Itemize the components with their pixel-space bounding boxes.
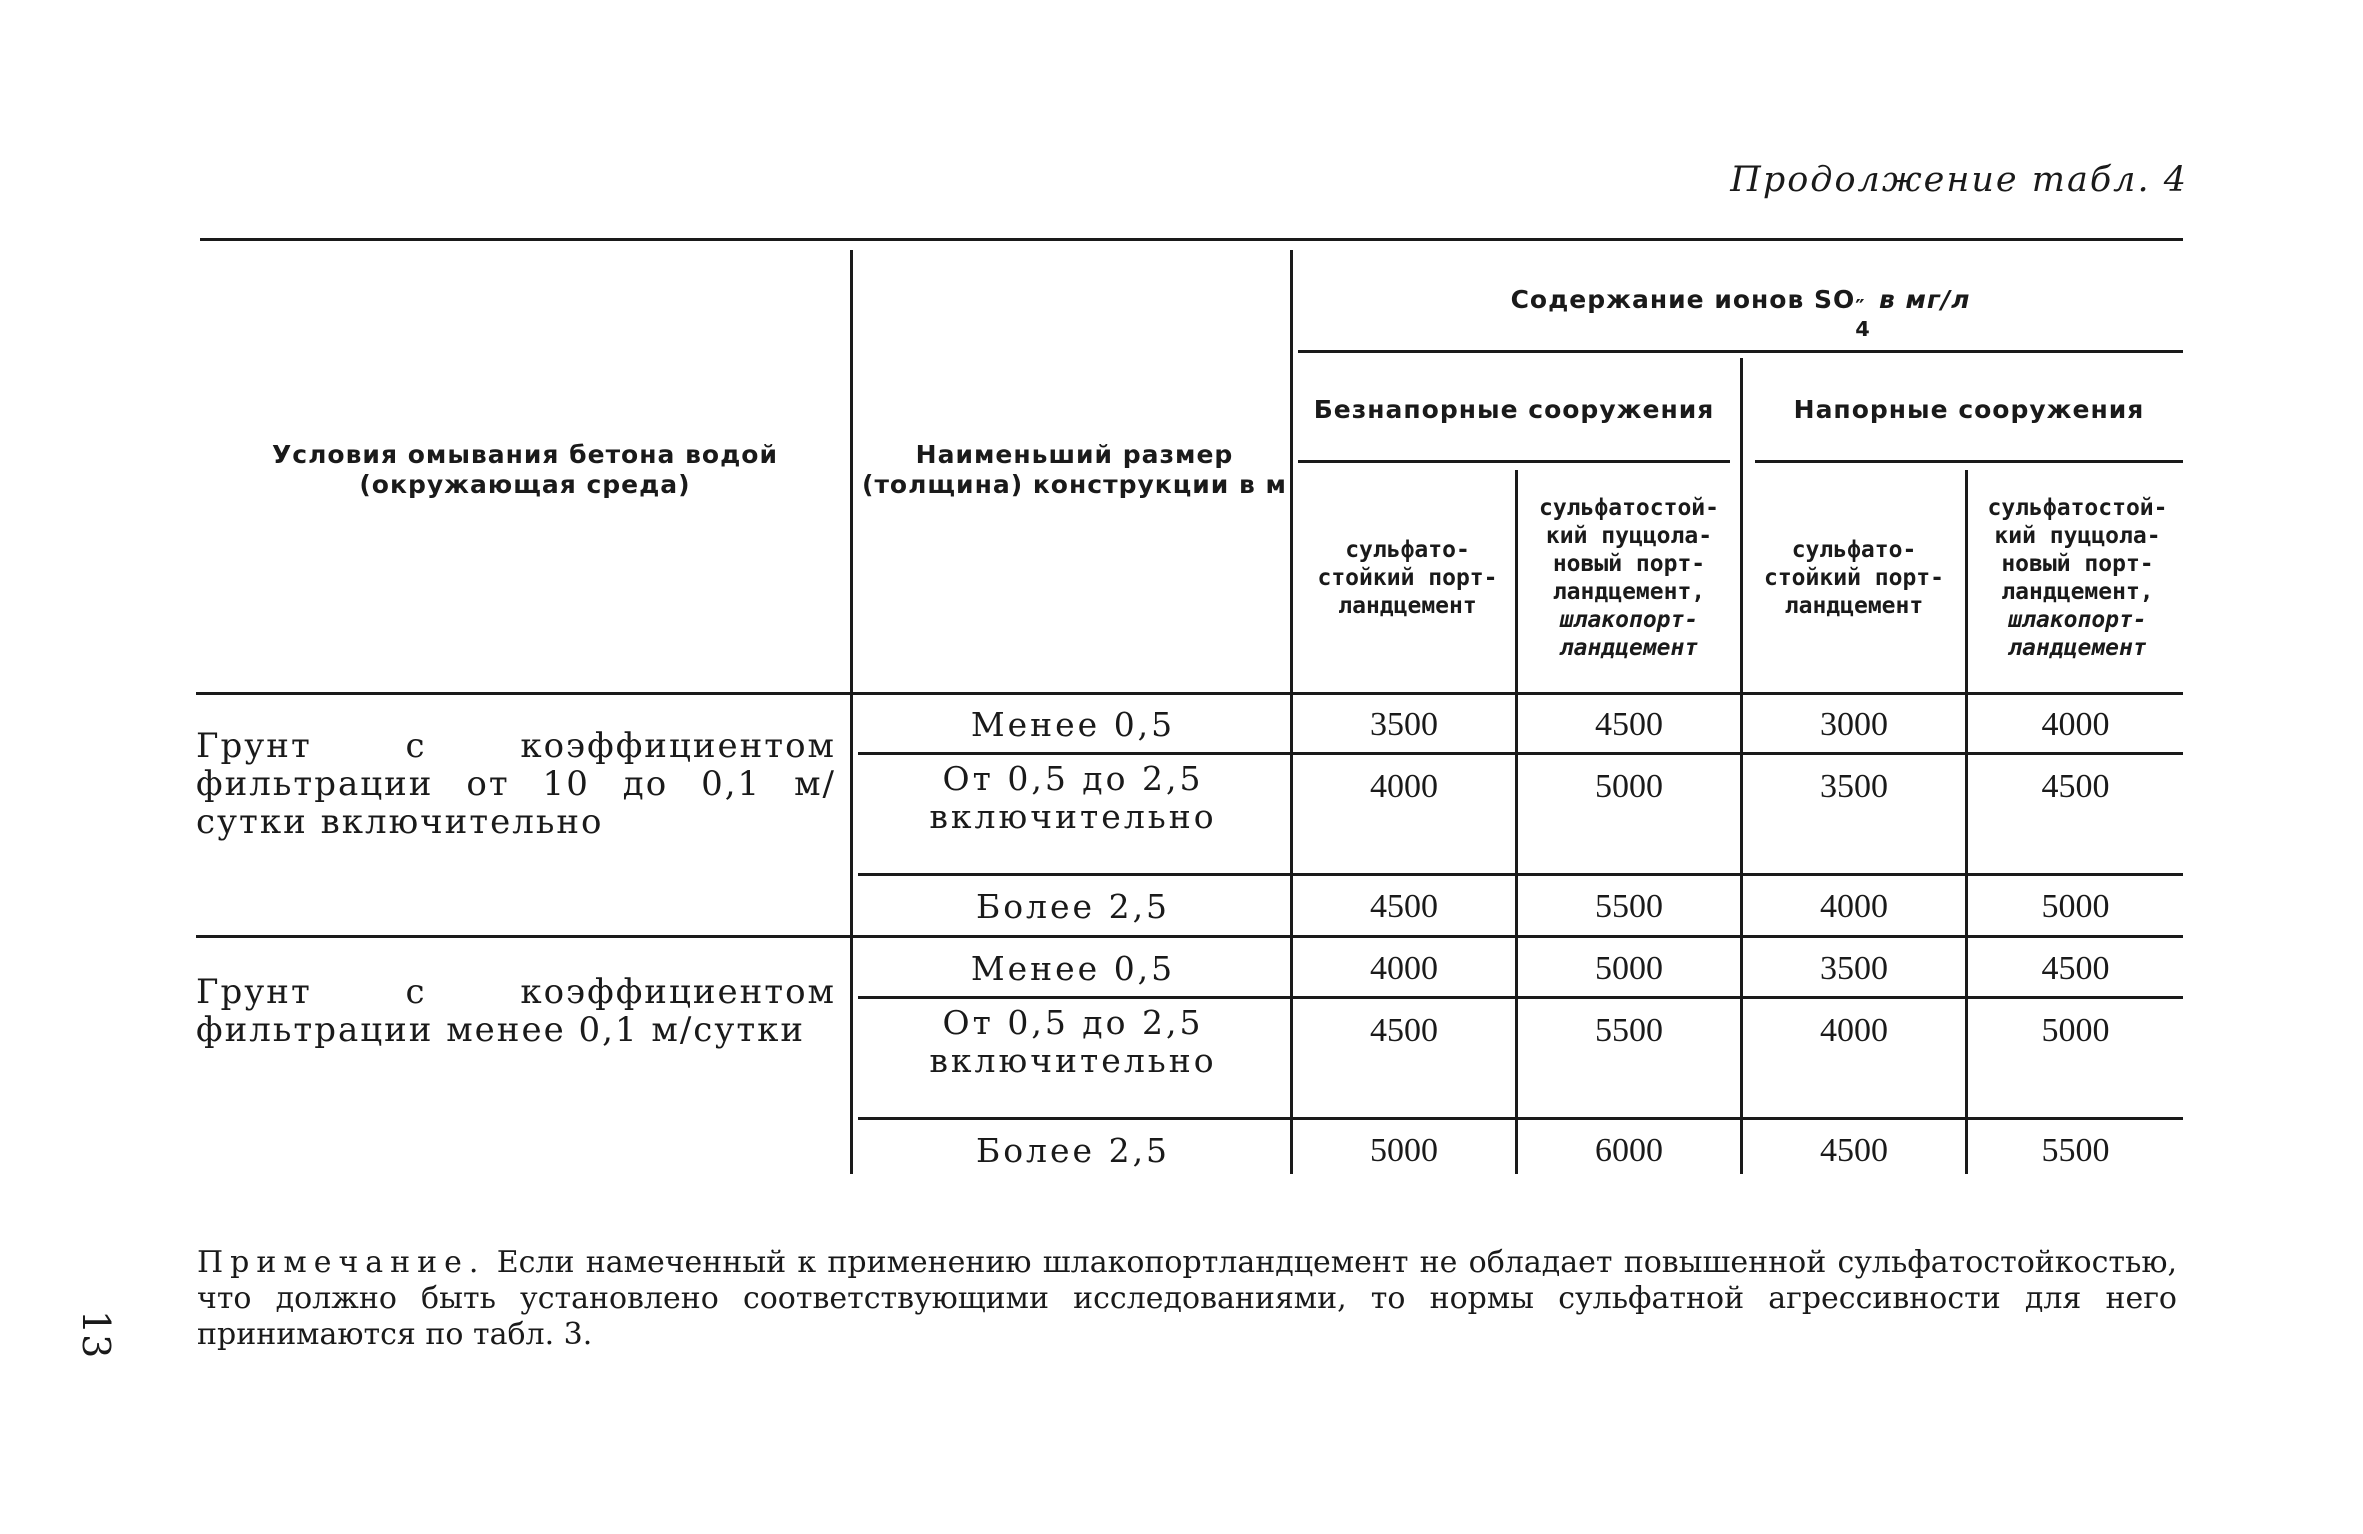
value-cell: 6000 <box>1595 1132 1663 1169</box>
value-cell: 4000 <box>1370 950 1438 987</box>
value-cell: 5500 <box>1595 1012 1663 1049</box>
note-text: Если намеченный к применению шлакопортландцемент не обладает повышенной сульфатостойкостью, что должно быть установлено соответствующими исследованиями, то нормы сульфатной агрессивности для него принимаются по табл. 3. <box>197 1245 2177 1352</box>
value-cell: 4500 <box>1370 888 1438 925</box>
thickness-cell: От 0,5 до 2,5 включительно <box>929 759 1217 836</box>
value-cell: 4500 <box>1820 1132 1888 1169</box>
header-cement-pozzolanic: сульфатостой-кий пуццола-новый порт-ландцемент, шлакопорт-ландцемент <box>1987 494 2168 661</box>
page-number: 13 <box>74 1310 118 1359</box>
table-top-rule <box>200 238 2183 241</box>
value-cell: 4000 <box>1820 888 1888 925</box>
value-cell: 3500 <box>1370 706 1438 743</box>
value-cell: 4000 <box>1820 1012 1888 1049</box>
ion-content-label: Содержание ионов SO ″ 4 в мг/л <box>1510 285 1971 341</box>
col-rule <box>850 250 853 1174</box>
value-cell: 3000 <box>1820 706 1888 743</box>
value-cell: 5000 <box>1595 950 1663 987</box>
value-cell: 4500 <box>2041 768 2110 805</box>
col-rule <box>1515 470 1518 1174</box>
header-rule-pressure <box>1755 460 2183 463</box>
header-cement-sulfate-resistant: сульфато-стойкий порт-ландцемент <box>1317 536 1498 619</box>
value-cell: 4000 <box>1370 768 1438 805</box>
value-cell: 5500 <box>2041 1132 2110 1169</box>
table-note <box>197 1245 2177 1353</box>
header-conditions: Условия омывания бетона водой (окружающая среда) <box>272 440 778 499</box>
value-cell: 3500 <box>1820 950 1888 987</box>
value-cell: 4500 <box>1595 706 1663 743</box>
value-cell: 5000 <box>2041 888 2110 925</box>
row-rule <box>858 996 2183 999</box>
row-rule <box>858 873 2183 876</box>
thickness-cell: Более 2,5 <box>975 887 1171 926</box>
thickness-cell: Менее 0,5 <box>970 705 1176 744</box>
thickness-cell: Более 2,5 <box>975 1131 1171 1170</box>
header-cement-pozzolanic: сульфатостой-кий пуццола-новый порт-ландцемент, шлакопорт-ландцемент <box>1538 494 1719 661</box>
value-cell: 5000 <box>1595 768 1663 805</box>
header-pressure: Напорные сооружения <box>1793 395 2145 424</box>
note-label: Примечание. <box>197 1245 486 1280</box>
value-cell: 5000 <box>1370 1132 1438 1169</box>
header-bottom-rule <box>196 692 2183 695</box>
group-rule <box>196 935 2183 938</box>
value-cell: 4500 <box>1370 1012 1438 1049</box>
header-rule-non-pressure <box>1298 460 1730 463</box>
header-ion-content <box>1298 265 2183 341</box>
thickness-cell: Менее 0,5 <box>970 949 1176 988</box>
soil-condition-2: Грунт с коэффициентом фильтрации менее 0,1 м/сутки <box>196 972 836 1050</box>
value-cell: 3500 <box>1820 768 1888 805</box>
thickness-cell: От 0,5 до 2,5 включительно <box>929 1003 1217 1080</box>
soil-condition-1: Грунт с коэффициентом фильтрации от 10 до 0,1 м/сутки включительно <box>196 726 836 842</box>
row-rule <box>858 1117 2183 1120</box>
header-non-pressure: Безнапорные сооружения <box>1313 395 1715 424</box>
value-cell: 5000 <box>2041 1012 2110 1049</box>
value-cell: 4500 <box>2041 950 2110 987</box>
value-cell: 5500 <box>1595 888 1663 925</box>
row-rule <box>858 752 2183 755</box>
col-rule <box>1965 470 1968 1174</box>
value-cell: 4000 <box>2041 706 2110 743</box>
header-cement-sulfate-resistant: сульфато-стойкий порт-ландцемент <box>1763 536 1944 619</box>
header-thickness: Наименьший размер (толщина) конструкции в м <box>862 440 1287 499</box>
table-caption: Продолжение табл. 4 <box>1730 160 2188 200</box>
header-rule-content <box>1298 350 2183 353</box>
